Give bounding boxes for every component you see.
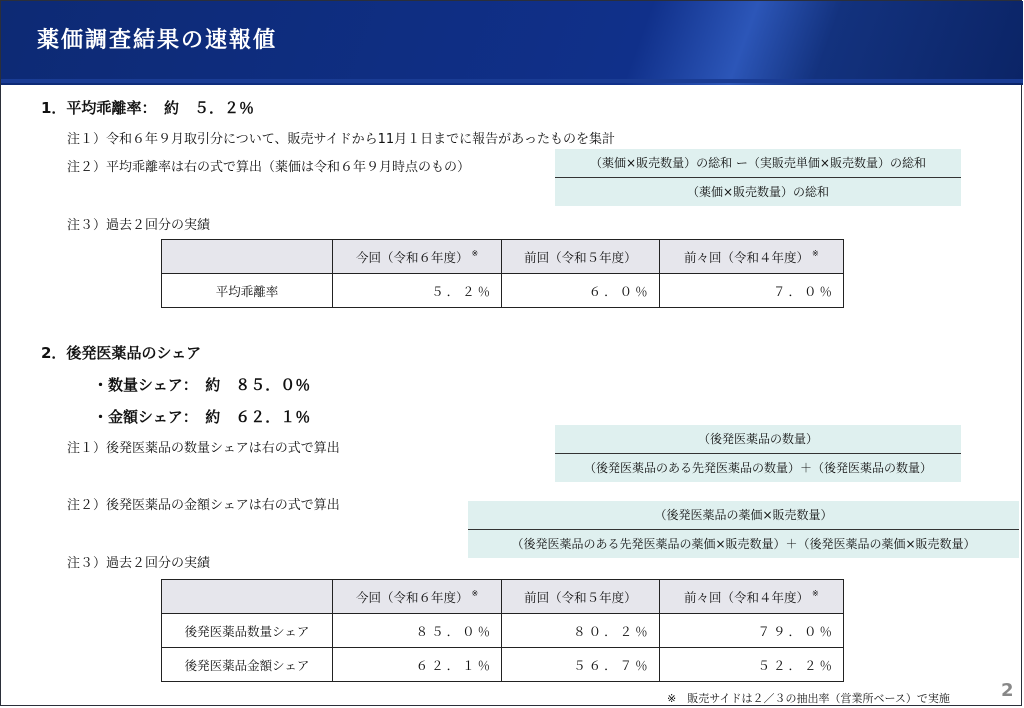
cell-current: ６２．１％ xyxy=(333,648,502,682)
cell-current: ８５．０％ xyxy=(333,614,502,648)
table-header-current: 今回（令和６年度） ※ xyxy=(333,580,502,614)
table-header-blank xyxy=(162,580,333,614)
header-banner xyxy=(1,1,1023,85)
section1-note3: 注３）過去２回分の実績 xyxy=(67,218,211,233)
table-header-blank xyxy=(162,240,333,274)
row-label: 平均乖離率 xyxy=(162,274,333,308)
row-label: 後発医薬品金額シェア xyxy=(162,648,333,682)
quantity-share-bullet: ・数量シェア： 約 ８５．０％ xyxy=(93,376,311,394)
section1-formula xyxy=(555,149,961,206)
cell-before-previous: ５２．２％ xyxy=(659,648,843,682)
table-header-before-previous: 前々回（令和４年度） ※ xyxy=(659,580,843,614)
cell-previous: ８０．２％ xyxy=(502,614,659,648)
section1-results-table xyxy=(161,239,844,308)
quantity-share-formula xyxy=(555,425,961,482)
cell-before-previous: ７９．０％ xyxy=(659,614,843,648)
section2-results-table xyxy=(161,579,844,682)
page-number: 2 xyxy=(1001,680,1014,701)
cell-previous: ６．０％ xyxy=(502,274,659,308)
section2-note1: 注１）後発医薬品の数量シェアは右の式で算出 xyxy=(67,441,340,456)
cell-current: ５．２％ xyxy=(333,274,502,308)
section1-note2: 注２）平均乖離率は右の式で算出（薬価は令和６年９月時点のもの） xyxy=(67,160,471,175)
section2-note2: 注２）後発医薬品の金額シェアは右の式で算出 xyxy=(67,498,340,513)
amount-share-bullet: ・金額シェア： 約 ６２．１％ xyxy=(93,408,311,426)
formula-numerator: （後発医薬品の薬価×販売数量） xyxy=(654,508,833,522)
table-header-previous: 前回（令和５年度） xyxy=(502,240,659,274)
formula-numerator: （薬価×販売数量）の総和 ー（実販売単価×販売数量）の総和 xyxy=(590,156,926,170)
table-header-row xyxy=(162,240,844,274)
table-header-previous: 前回（令和５年度） xyxy=(502,580,659,614)
row-label: 後発医薬品数量シェア xyxy=(162,614,333,648)
section2-heading: 2．後発医薬品のシェア xyxy=(41,344,202,362)
footnote: ※ 販売サイドは２／３の抽出率（営業所ベース）で実施 xyxy=(667,692,950,705)
table-header-current: 今回（令和６年度） ※ xyxy=(333,240,502,274)
formula-denominator: （薬価×販売数量）の総和 xyxy=(686,185,830,199)
section1-note1: 注１）令和６年９月取引分について、販売サイドから11月１日までに報告があったものを集計 xyxy=(67,132,615,147)
formula-denominator: （後発医薬品のある先発医薬品の数量）＋（後発医薬品の数量） xyxy=(583,461,932,475)
table-row xyxy=(162,274,844,308)
table-header-row xyxy=(162,580,844,614)
formula-denominator: （後発医薬品のある先発医薬品の薬価×販売数量）＋（後発医薬品の薬価×販売数量） xyxy=(511,537,976,551)
amount-share-formula xyxy=(468,501,1019,558)
section1-heading: 1．平均乖離率： 約 ５．２％ xyxy=(41,99,254,117)
table-row xyxy=(162,614,844,648)
header-underline xyxy=(1,79,1023,83)
page-title: 薬価調査結果の速報値 xyxy=(37,28,278,53)
cell-before-previous: ７．０％ xyxy=(659,274,843,308)
section2-note3: 注３）過去２回分の実績 xyxy=(67,556,211,571)
cell-previous: ５６．７％ xyxy=(502,648,659,682)
formula-numerator: （後発医薬品の数量） xyxy=(697,432,818,446)
table-header-before-previous: 前々回（令和４年度） ※ xyxy=(659,240,843,274)
table-row xyxy=(162,648,844,682)
